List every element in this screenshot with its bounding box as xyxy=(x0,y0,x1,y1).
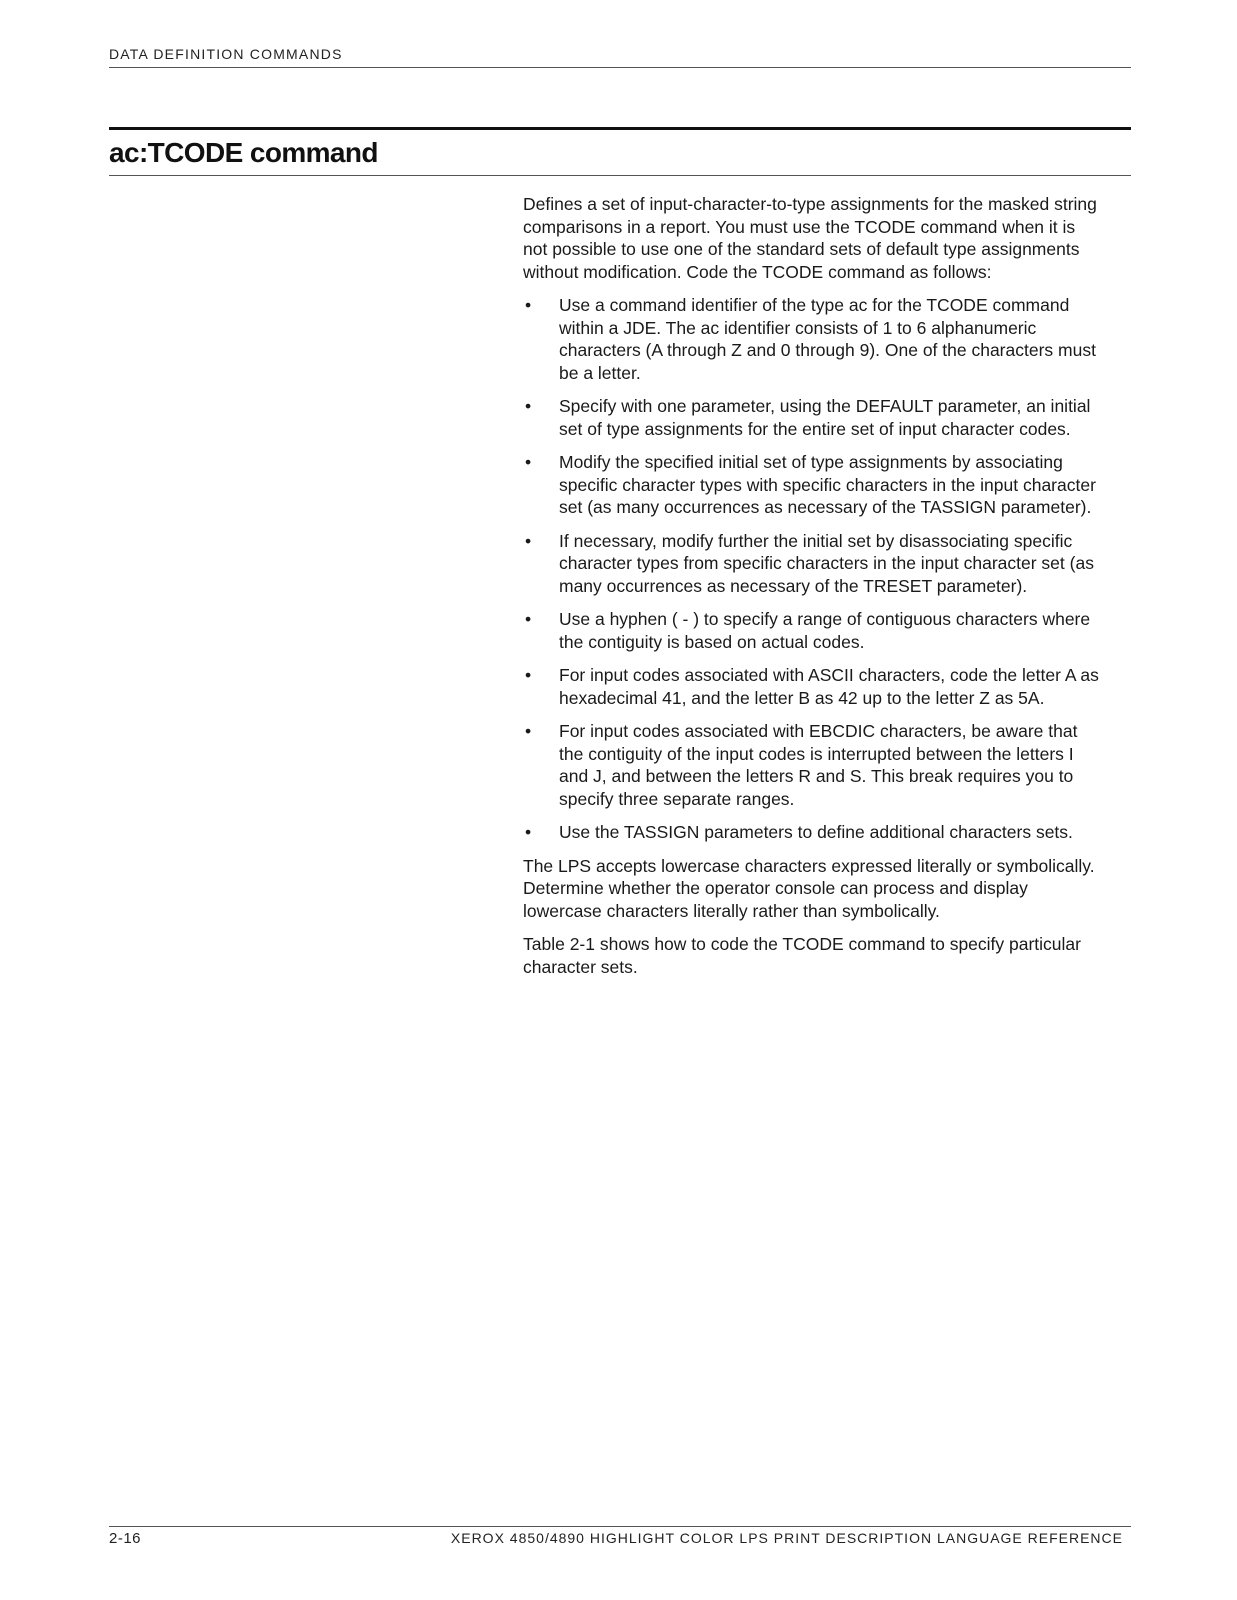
list-item xyxy=(523,451,1103,519)
list-item xyxy=(523,821,1103,844)
list-item xyxy=(523,395,1103,440)
bullet-icon: • xyxy=(525,452,532,472)
list-item-text: For input codes associated with EBCDIC characters, be aware that the contiguity of the input codes is interrupted between the letters I and J, and between the letters R and S. This break requires you to specify three separate ranges. xyxy=(559,721,1078,809)
list-item-text: For input codes associated with ASCII characters, code the letter A as hexadecimal 41, and the letter B as 42 up to the letter Z as 5A. xyxy=(559,665,1099,708)
section-title: ac:TCODE command xyxy=(109,137,378,168)
bullet-icon: • xyxy=(525,665,532,685)
list-item xyxy=(523,720,1103,810)
intro-paragraph: Defines a set of input-character-to-type assignments for the masked string comparisons in a report. You must use the TCODE command when it is not possible to use one of the standard sets of default type assignments without modification. Code the TCODE command as follows: xyxy=(523,194,1097,282)
bullet-icon: • xyxy=(525,822,532,842)
footer-rule xyxy=(109,1526,1131,1527)
list-item xyxy=(523,608,1103,653)
body-column xyxy=(523,193,1103,989)
bullet-icon: • xyxy=(525,609,532,629)
list-item-text: If necessary, modify further the initial set by disassociating specific character types from specific characters in the input character set (as many occurrences as necessary of the TRESET parameter). xyxy=(559,530,1094,596)
bullet-icon: • xyxy=(525,396,532,416)
list-item-text: Use the TASSIGN parameters to define additional characters sets. xyxy=(559,822,1073,842)
header-rule xyxy=(109,67,1131,68)
bullet-icon: • xyxy=(525,295,532,315)
list-item-text: Modify the specified initial set of type assignments by associating specific character types with specific characters in the input character set (as many occurrences as necessary of the TASSIGN parameter). xyxy=(559,452,1096,517)
bullet-icon: • xyxy=(525,721,532,741)
lowercase-note-paragraph: The LPS accepts lowercase characters expressed literally or symbolically. Determine whether the operator console can process and display lowercase characters literally rather than symbolically. xyxy=(523,855,1095,921)
table-reference-paragraph: Table 2-1 shows how to code the TCODE command to specify particular character sets. xyxy=(523,934,1081,977)
list-item xyxy=(523,664,1103,709)
running-head: DATA DEFINITION COMMANDS xyxy=(109,46,343,62)
page-number: 2-16 xyxy=(109,1530,142,1547)
list-item xyxy=(523,294,1103,384)
list-item-text: Use a command identifier of the type ac for the TCODE command within a JDE. The ac identifier consists of 1 to 6 alphanumeric characters (A through Z and 0 through 9). One of the characters must be a letter. xyxy=(559,295,1096,383)
bullet-list xyxy=(523,294,1103,844)
list-item-text: Use a hyphen ( - ) to specify a range of contiguous characters where the contiguity is based on actual codes. xyxy=(559,609,1091,652)
list-item xyxy=(523,530,1103,598)
list-item-text: Specify with one parameter, using the DEFAULT parameter, an initial set of type assignments for the entire set of input character codes. xyxy=(559,396,1091,439)
bullet-icon: • xyxy=(525,530,532,551)
title-rule-top xyxy=(109,127,1131,130)
title-rule-bottom xyxy=(109,175,1131,176)
footer-document-title: XEROX 4850/4890 HIGHLIGHT COLOR LPS PRINT DESCRIPTION LANGUAGE REFERENCE xyxy=(450,1530,1123,1546)
